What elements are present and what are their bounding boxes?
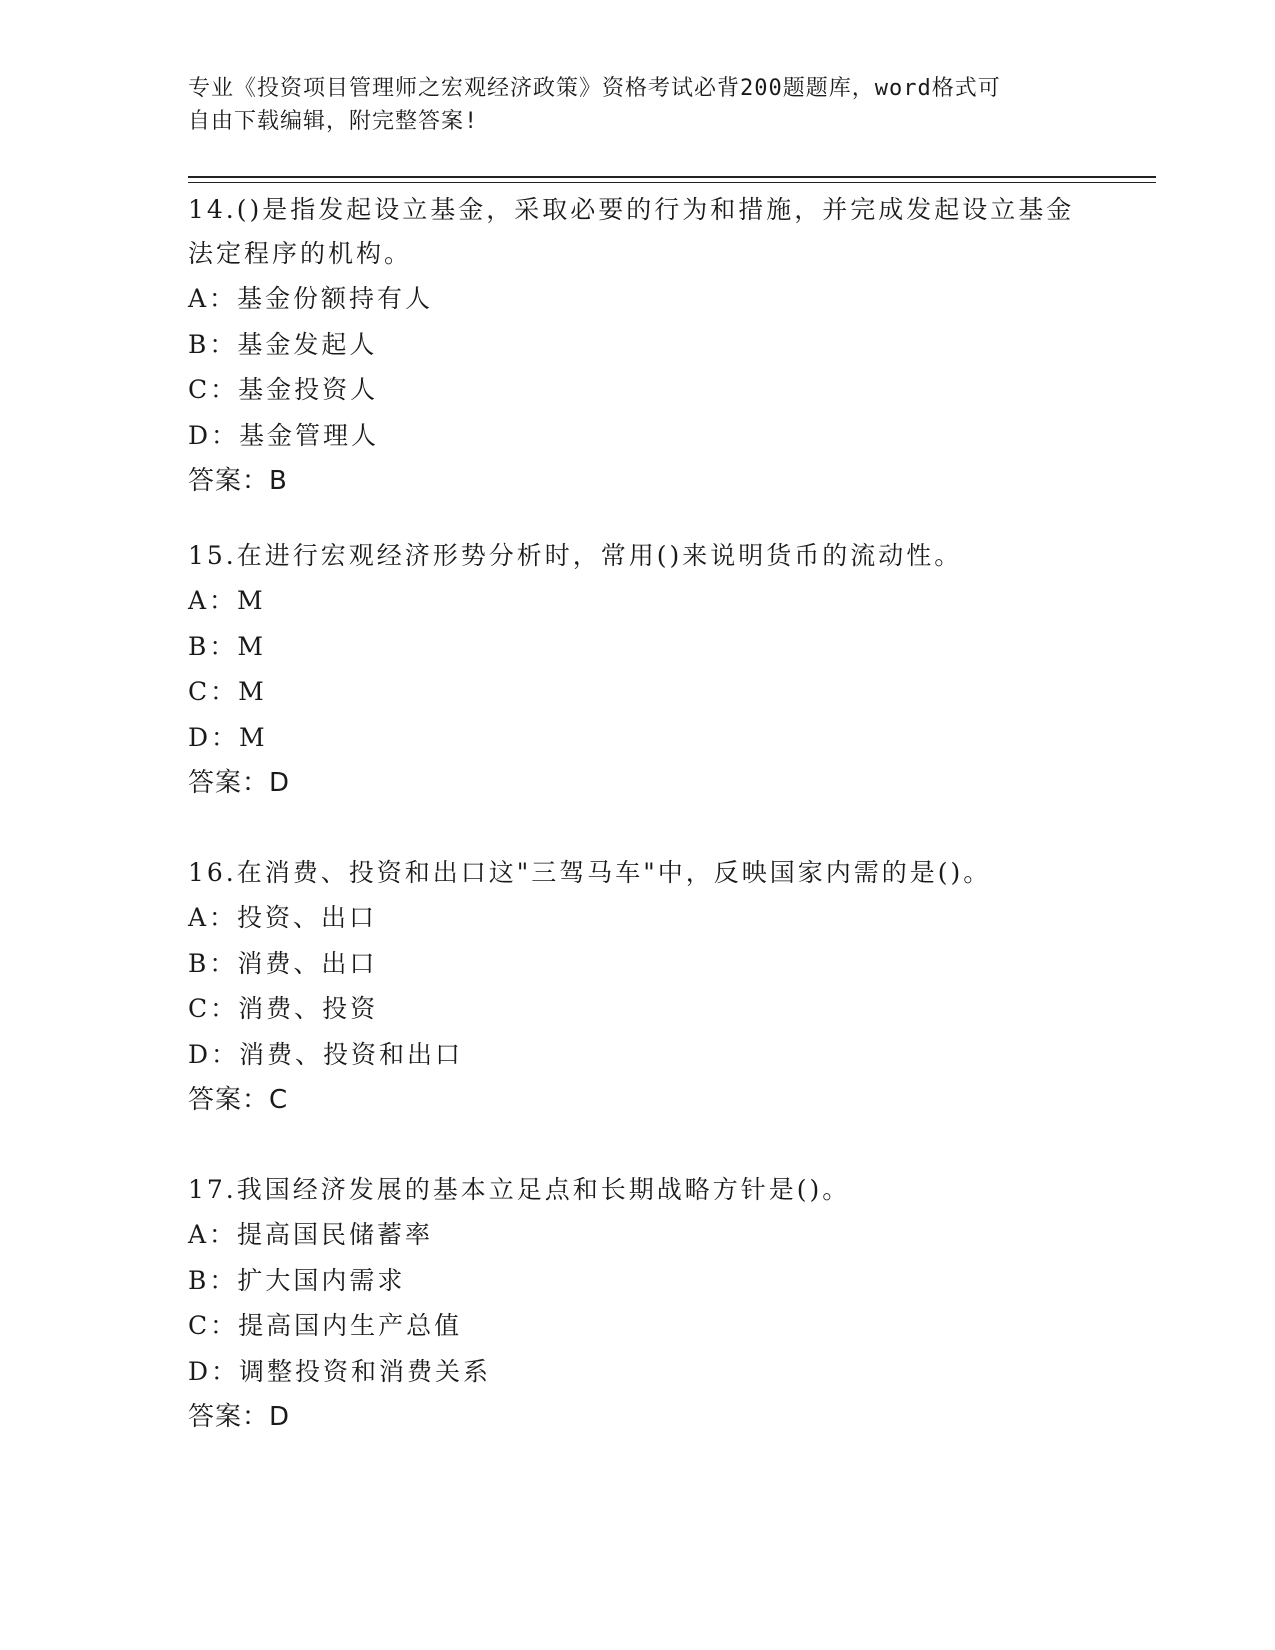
answer: 答案：C — [188, 1085, 289, 1115]
option-d: D：调整投资和消费关系 — [188, 1356, 492, 1386]
header-rule-thin — [188, 182, 1156, 183]
option-b: B：M — [188, 631, 266, 661]
answer: 答案：D — [188, 1402, 291, 1432]
question-16 — [188, 851, 1088, 1123]
question-stem: 17.我国经济发展的基本立足点和长期战略方针是()。 — [188, 1175, 851, 1204]
header-rule-thick — [188, 176, 1156, 178]
question-stem: 15.在进行宏观经济形势分析时，常用()来说明货币的流动性。 — [188, 541, 963, 570]
option-d: D：基金管理人 — [188, 420, 380, 450]
option-d: D：消费、投资和出口 — [188, 1039, 464, 1069]
answer: 答案：D — [188, 768, 291, 798]
option-b: B：扩大国内需求 — [188, 1265, 406, 1295]
question-14 — [188, 188, 1088, 504]
question-stem: 14.()是指发起设立基金，采取必要的行为和措施，并完成发起设立基金法定程序的机构。 — [188, 195, 1075, 268]
option-c: C：消费、投资 — [188, 994, 379, 1023]
option-c: C：提高国内生产总值 — [188, 1311, 463, 1340]
option-a: A：提高国民储蓄率 — [188, 1220, 434, 1249]
option-c: C：M — [188, 677, 267, 706]
option-a: A：M — [188, 586, 266, 615]
option-c: C：基金投资人 — [188, 375, 379, 404]
option-d: D：M — [188, 722, 268, 752]
option-a: A：投资、出口 — [188, 903, 378, 932]
option-a: A：基金份额持有人 — [188, 284, 434, 313]
document-header — [188, 72, 1088, 138]
option-b: B：基金发起人 — [188, 329, 378, 359]
question-stem: 16.在消费、投资和出口这"三驾马车"中，反映国家内需的是()。 — [188, 858, 992, 887]
question-15 — [188, 534, 1088, 806]
answer: 答案：B — [188, 466, 288, 496]
question-17 — [188, 1168, 1088, 1440]
header-line-1: 专业《投资项目管理师之宏观经济政策》资格考试必背200题题库，word格式可 — [188, 76, 1001, 101]
header-line-2: 自由下载编辑，附完整答案! — [188, 109, 479, 134]
option-b: B：消费、出口 — [188, 948, 378, 978]
